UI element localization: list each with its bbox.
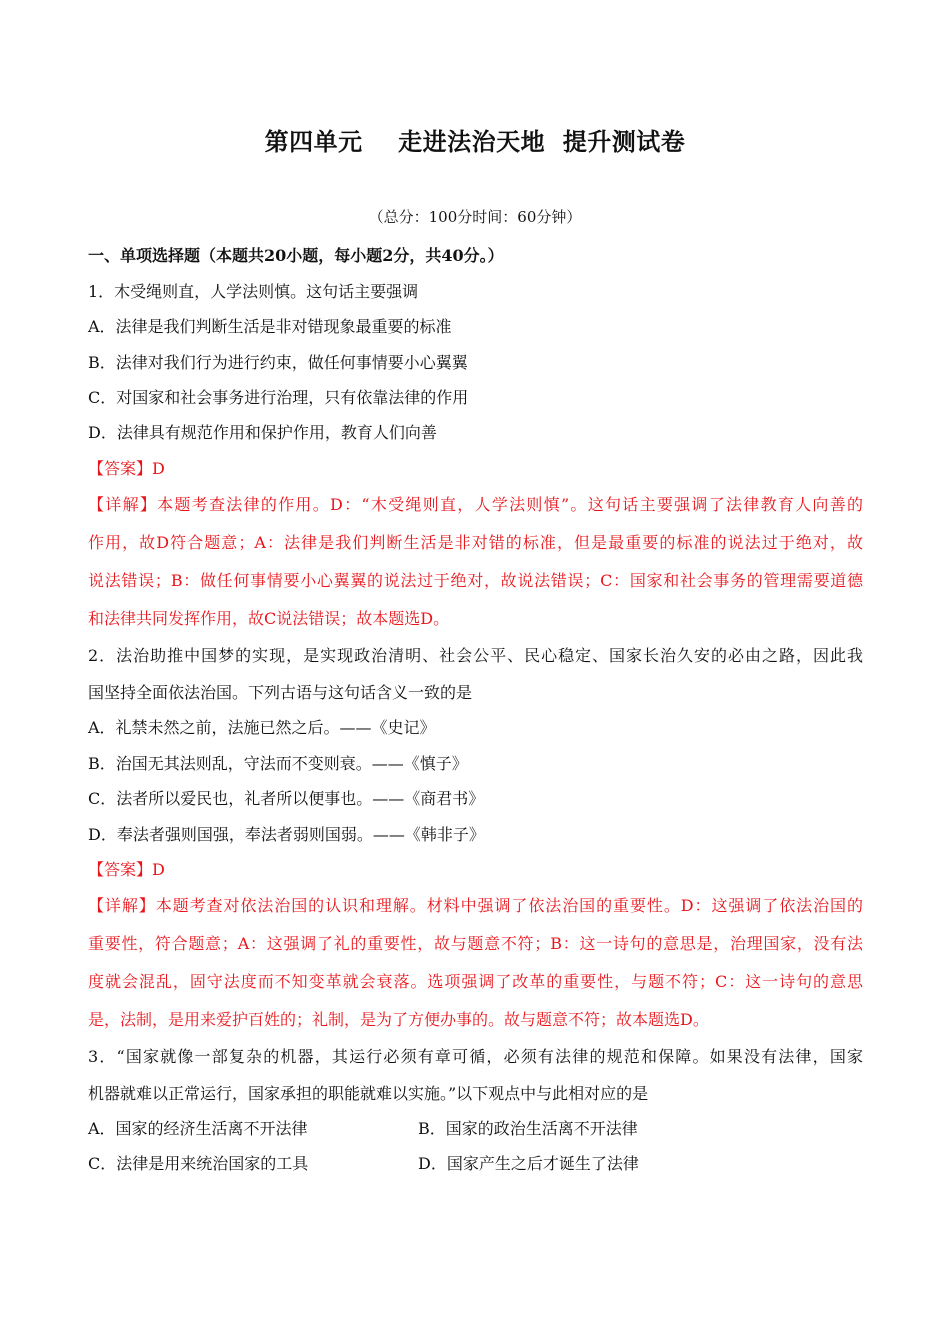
question-2-option-c: C．法者所以爱民也，礼者所以便事也。——《商君书》 bbox=[88, 789, 485, 808]
question-3-option-b: B．国家的政治生活离不开法律 bbox=[418, 1119, 638, 1138]
question-1-detail-line: 和法律共同发挥作用，故C说法错误；故本题选D。 bbox=[88, 609, 450, 628]
exam-meta: （总分：100分时间：60分钟） bbox=[368, 208, 582, 226]
question-3-option-a: A．国家的经济生活离不开法律 bbox=[88, 1119, 308, 1138]
question-1-stem: 1．木受绳则直，人学法则慎。这句话主要强调 bbox=[88, 282, 419, 301]
question-2-stem: 2．法治助推中国梦的实现，是实现政治清明、社会公平、民心稳定、国家长治久安的必由之路，因此我 bbox=[88, 646, 863, 665]
question-3-stem: 机器就难以正常运行，国家承担的职能就难以实施。”以下观点中与此相对应的是 bbox=[88, 1084, 649, 1103]
question-2-detail-line: 【详解】本题考查对依法治国的认识和理解。材料中强调了依法治国的重要性。D：这强调了依法治国的 bbox=[88, 896, 863, 915]
question-2-option-b: B．治国无其法则乱，守法而不变则衰。——《慎子》 bbox=[88, 754, 468, 773]
question-1-detail-line: 说法错误；B：做任何事情要小心翼翼的说法过于绝对，故说法错误；C：国家和社会事务的管理需要道德 bbox=[88, 571, 863, 590]
question-2-detail-line: 是，法制，是用来爱护百姓的；礼制，是为了方便办事的。故与题意不符；故本题选D。 bbox=[88, 1010, 709, 1029]
question-2-option-a: A．礼禁未然之前，法施已然之后。——《史记》 bbox=[88, 718, 436, 737]
question-1-option-c: C．对国家和社会事务进行治理，只有依靠法律的作用 bbox=[88, 388, 469, 407]
question-3-stem: 3．“国家就像一部复杂的机器，其运行必须有章可循，必须有法律的规范和保障。如果没有法律，国家 bbox=[88, 1047, 863, 1066]
question-3-option-d: D．国家产生之后才诞生了法律 bbox=[418, 1154, 639, 1173]
question-3-option-c: C．法律是用来统治国家的工具 bbox=[88, 1154, 309, 1173]
question-1-option-d: D．法律具有规范作用和保护作用，教育人们向善 bbox=[88, 423, 437, 442]
question-2-detail-line: 重要性，符合题意；A：这强调了礼的重要性，故与题意不符；B：这一诗句的意思是，治理国家，没有法 bbox=[88, 934, 863, 953]
question-1-answer: 【答案】D bbox=[88, 459, 165, 478]
question-2-stem: 国坚持全面依法治国。下列古语与这句话含义一致的是 bbox=[88, 683, 473, 702]
question-1-option-b: B．法律对我们行为进行约束，做任何事情要小心翼翼 bbox=[88, 353, 468, 372]
question-1-detail-line: 【详解】本题考查法律的作用。D：“木受绳则直，人学法则慎”。这句话主要强调了法律教育人向善的 bbox=[88, 495, 863, 514]
question-2-detail-line: 度就会混乱，固守法度而不知变革就会衰落。选项强调了改革的重要性，与题不符；C：这一诗句的意思 bbox=[88, 972, 863, 991]
question-1-option-a: A．法律是我们判断生活是非对错现象最重要的标准 bbox=[88, 317, 452, 336]
question-2-option-d: D．奉法者强则国强，奉法者弱则国弱。——《韩非子》 bbox=[88, 825, 485, 844]
question-2-answer: 【答案】D bbox=[88, 860, 165, 879]
section-heading: 一、单项选择题（本题共20小题，每小题2分，共40分。） bbox=[88, 246, 504, 265]
page-title: 第四单元 走进法治天地 提升测试卷 bbox=[264, 127, 686, 156]
question-1-detail-line: 作用，故D符合题意；A：法律是我们判断生活是非对错的标准，但是最重要的标准的说法过于绝对，故 bbox=[88, 533, 863, 552]
